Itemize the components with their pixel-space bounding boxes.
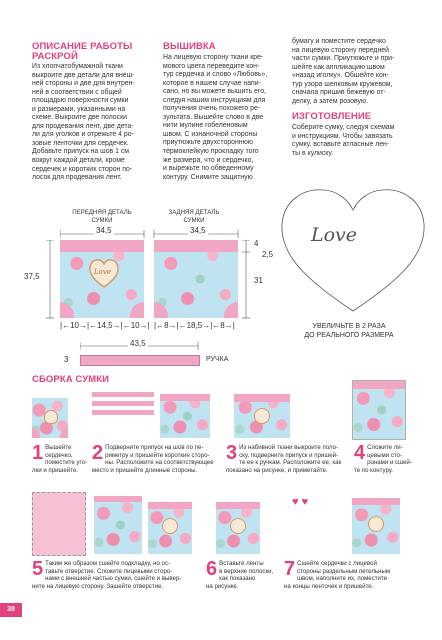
- step6-illustration: [216, 502, 260, 554]
- strap-piece: [80, 355, 200, 366]
- step7-illustration: [352, 498, 400, 554]
- step1-illustration: [32, 398, 68, 438]
- embroidery-section: [163, 42, 285, 182]
- heart-template: [278, 186, 428, 316]
- step-6: 6 Вставьте ленты в верхние полоски, как показано на рисунке.: [206, 558, 274, 590]
- cutting-text: Из хлопчатобумажной ткани выкроите две детали для внеш- ней стороны и две для внутрен- ней в соответствии с общей площадью поверхности сумки и размерами, указанными на схеме. Выкроите две полоски для продевания лент, две дета- ли для уголков и отрежьте 4 ро- зовые ленточки для сердечек. Добавьте припуск на шов 1 см вокруг каждой детали, кроме сердечек и коротких сторон по- лосок для продевания лент.: [32, 63, 135, 182]
- section-subtitle: РАСКРОЙ: [32, 51, 78, 62]
- step5-bag-front-illustration: [148, 502, 192, 554]
- strap-length: 43,5: [130, 339, 146, 348]
- right-height-dim: 31: [254, 276, 263, 285]
- step3-illustration: [234, 394, 290, 438]
- embroidery-continued: [292, 38, 422, 159]
- step5-bag-illustration: [94, 496, 142, 554]
- step-4: 4 Сложите ли- цевыми сто- ронами и сшей- те по контуру.: [354, 442, 412, 474]
- front-width: 34,5: [96, 226, 112, 235]
- strap-width: 3: [64, 355, 69, 364]
- section-title: ОПИСАНИЕ РАБОТЫ: [32, 41, 133, 52]
- assembly-title: СБОРКА СУМКИ: [32, 374, 110, 385]
- assembly-text: Соберите сумку, следуя схемам и инструкциям. Чтобы завязать сумку, вставьте атласные лен- ты в кулиску.: [292, 124, 395, 158]
- step4-illustration: [352, 380, 406, 440]
- applique-word: Love: [94, 268, 111, 276]
- back-panel: [154, 240, 238, 318]
- front-bottom-dims: |←10→|←14,5→|←10→|: [60, 321, 150, 330]
- right-mid-dim: 2,5: [262, 250, 274, 259]
- right-dimension-lines: [240, 240, 254, 320]
- step-1: 1 Вышейте сердечко, поместите уго- лки и пришейте.: [32, 442, 87, 474]
- height-dimension-line: [42, 240, 54, 320]
- step-7: 7 Сшейте сердечки с лицевой стороны раздельным петельным швом, наполните их, поместите на концы ленточек и пришейте.: [284, 558, 391, 590]
- page-number: 38: [0, 603, 22, 617]
- strap-label: РУЧКА: [206, 356, 229, 363]
- step5-lining-illustration: [32, 492, 86, 556]
- back-panel-label: ЗАДНЯЯ ДЕТАЛЬ СУМКИ: [168, 209, 220, 224]
- panel-height: 37,5: [24, 272, 40, 281]
- back-bottom-dims: |←8→|←18,5→|←8→|: [154, 321, 235, 330]
- front-panel-label: ПЕРЕДНЯЯ ДЕТАЛЬ СУМКИ: [72, 209, 132, 224]
- right-top-dim: 4: [254, 239, 259, 248]
- step2-illustration: [160, 394, 210, 438]
- embroidery-text-cont: бумагу и поместите сердечко на лицевую сторону передней части сумки. Приутюжьте и при- шейте как аппликацию швом «назад иголку». Обшейте кон- тур узора шелковым кружевом, сначала пришив бежевую от- делку, а затем розовую.: [292, 38, 395, 105]
- section-title: ИЗГОТОВЛЕНИЕ: [292, 111, 372, 123]
- width-dimension-lines: [60, 226, 260, 238]
- embroidery-text: На лицевую сторону ткани кре- мового цвета переведите кон- тур сердечка и слово «Любовь», которое в нашем случае напи- сано, но вы можете вышить его, следуя нашим инструкциям для получения очень похожего ре- зультата. Вышейте слово в две нити мулине гобеленовым швом. С изнаночной стороны приутюжьте двухстороннюю термоклейкую прокладку того же размера, что и сердечко, и вырежьте по обведенному контуру. Снимите защитную: [163, 54, 268, 181]
- cutting-section: [32, 42, 160, 183]
- step-3: 3 Из набивной ткани выкроите поло- ску, подверните припуск и пришей- те ее к ручкам. Расположите ее, как показано на рисунке, и приметайте.: [226, 442, 342, 474]
- heart-outline: [282, 190, 424, 311]
- section-title: ВЫШИВКА: [163, 41, 216, 52]
- love-word: Love: [311, 224, 358, 246]
- back-width: 34,5: [190, 226, 206, 235]
- step7-hearts-icon: ♥ ♥: [292, 496, 309, 508]
- step-5: 5 Таким же образом сшейте подкладку, но ос- тавьте отверстие. Сложите лицевыми сторо- нами с внешней частью сумки, сшейте и вывер- ните на лицевую сторону. Зашейте отверстие.: [32, 558, 182, 590]
- step2-straps: [92, 392, 154, 416]
- step-2: 2 Подверните припуск на шов по пе- риметру и пришейте короткие сторо- ны. Расположите на соответствующее место и пришейте длинные стороны.: [92, 442, 214, 474]
- heart-caption: УВЕЛИЧЬТЕ В 2 РАЗА ДО РЕАЛЬНОГО РАЗМЕРА: [304, 323, 394, 339]
